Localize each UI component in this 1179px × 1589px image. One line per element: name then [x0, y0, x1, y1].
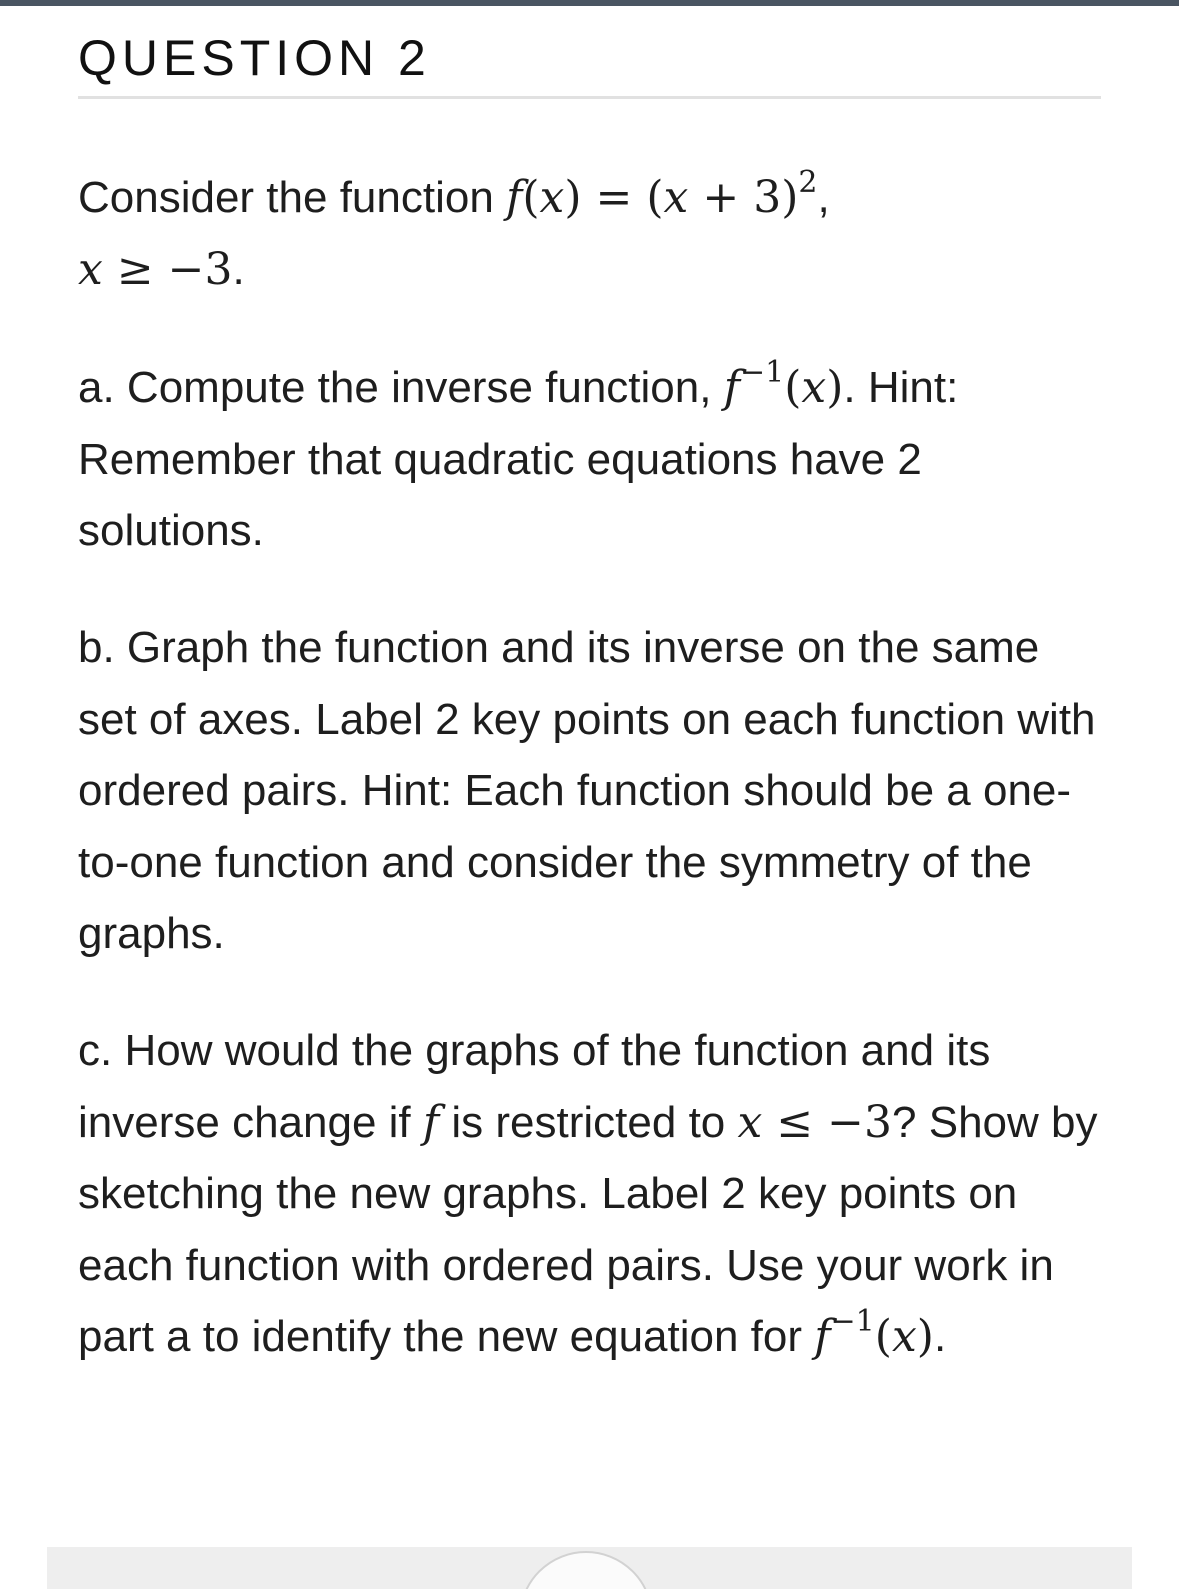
- domain-var: x: [78, 243, 103, 295]
- restriction-condition: [737, 1097, 892, 1148]
- domain-rel: ≥ −3: [116, 243, 233, 295]
- inv-f-name-2: f: [814, 1311, 831, 1362]
- top-border: [0, 0, 1179, 6]
- inverse-function-notation-2: $f^{-1}(x)$: [814, 1304, 934, 1362]
- cond-rel: ≤ −3: [776, 1096, 893, 1148]
- f-name: f: [506, 172, 523, 223]
- intro-text: Consider the function: [78, 173, 507, 222]
- question-title: QUESTION 2: [78, 30, 431, 86]
- inv-f-arg-2: x: [891, 1311, 917, 1362]
- part-c-text-mid: is restricted to: [439, 1097, 738, 1147]
- part-c-paragraph: [78, 1015, 1108, 1373]
- rhs-exponent: 2: [798, 165, 818, 201]
- inv-exponent: −1: [740, 355, 785, 391]
- part-c-text-before: c. How would the graphs of the function and its inverse change if: [78, 1026, 991, 1147]
- intro-comma: ,: [817, 173, 830, 222]
- part-b-paragraph: b. Graph the function and its inverse on the same set of axes. Label 2 key points on each function with ordered pairs. Hint: Each function should be a one-to-one function and consider the symmetry of the graphs.: [78, 623, 1096, 958]
- f-symbol: f: [422, 1096, 440, 1148]
- title-divider: [78, 96, 1101, 99]
- inv-f-arg: x: [801, 362, 827, 413]
- inverse-function-notation: $f^{-1}(x)$: [723, 355, 844, 413]
- part-a-text-after: . Hint: Remember that quadratic equations have 2 solutions.: [78, 363, 959, 555]
- inv-exponent-2: −1: [830, 1304, 875, 1340]
- intro-paragraph: [78, 162, 1108, 305]
- equals-sign: =: [595, 172, 633, 223]
- intro-period: .: [232, 244, 245, 294]
- part-c-text-after: Show by sketching the new graphs. Label 2 key points on each function with ordered pairs. Use your work in part a to identify the new equation for: [78, 1097, 1098, 1361]
- rhs-plus: + 3): [702, 172, 799, 223]
- function-definition: $f(x) = (x + 3)^2$: [506, 165, 818, 223]
- inv-f-name: f: [723, 362, 740, 413]
- cond-var: x: [737, 1096, 763, 1148]
- question-mark: ?: [892, 1097, 917, 1147]
- f-arg: x: [539, 172, 565, 223]
- rhs-open: (: [646, 172, 664, 223]
- part-a-paragraph: [78, 352, 1108, 567]
- part-a-text-before: a. Compute the inverse function,: [78, 363, 724, 412]
- bottom-panel: [47, 1547, 1132, 1589]
- scroll-handle[interactable]: [519, 1551, 653, 1589]
- domain-condition: [78, 244, 233, 295]
- rhs-var: x: [663, 172, 689, 223]
- part-c-period: .: [933, 1312, 947, 1361]
